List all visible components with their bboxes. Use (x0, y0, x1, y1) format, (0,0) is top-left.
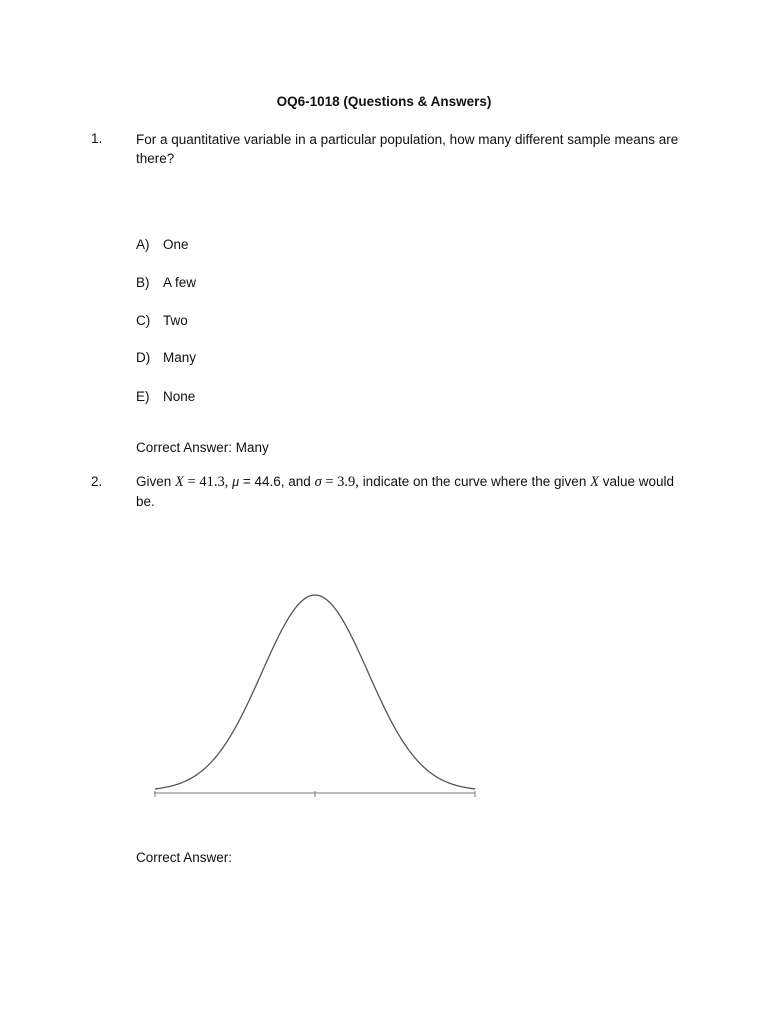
option-a-text: One (163, 237, 189, 252)
question-2-number: 2. (91, 474, 103, 489)
option-a (136, 237, 189, 252)
document-title: OQ6-1018 (Questions & Answers) (276, 94, 492, 109)
q2-var-sigma: σ (314, 474, 322, 490)
q2-eq2: = 44.6, and (242, 474, 311, 489)
option-c (136, 313, 188, 328)
option-b-letter: B) (136, 275, 150, 290)
option-c-text: Two (163, 313, 188, 328)
option-b-text: A few (163, 275, 197, 290)
normal-curve-svg[interactable] (150, 585, 480, 805)
question-1-answer: Correct Answer: Many (136, 440, 269, 455)
question-2-text (136, 472, 696, 511)
option-b (136, 275, 196, 290)
bell-curve (155, 595, 475, 789)
option-d-letter: D) (136, 350, 151, 365)
option-c-letter: C) (136, 313, 151, 328)
option-e-letter: E) (136, 389, 150, 404)
question-1-number: 1. (91, 131, 103, 146)
question-2-answer: Correct Answer: (136, 850, 233, 865)
q2-indicate: indicate on the curve where the given (362, 474, 587, 489)
q2-math-sigma (315, 474, 359, 490)
q2-var-x2: X (590, 474, 599, 490)
q2-eq1: = 41.3, (187, 474, 229, 490)
q2-eq3: = 3.9, (325, 474, 359, 490)
q2-math-x (175, 474, 243, 490)
q2-given: Given (136, 474, 172, 489)
option-d-text: Many (163, 350, 197, 365)
q2-var-x: X (175, 474, 184, 490)
q2-var-mu: μ (231, 474, 240, 490)
question-1-text: For a quantitative variable in a particular population, how many different sample means are there? (136, 132, 679, 166)
option-d (136, 350, 196, 365)
option-e (136, 389, 195, 404)
normal-curve-figure[interactable] (150, 585, 480, 805)
option-e-text: None (163, 389, 196, 404)
option-a-letter: A) (136, 237, 150, 252)
q2-end: value would be. (136, 474, 675, 509)
